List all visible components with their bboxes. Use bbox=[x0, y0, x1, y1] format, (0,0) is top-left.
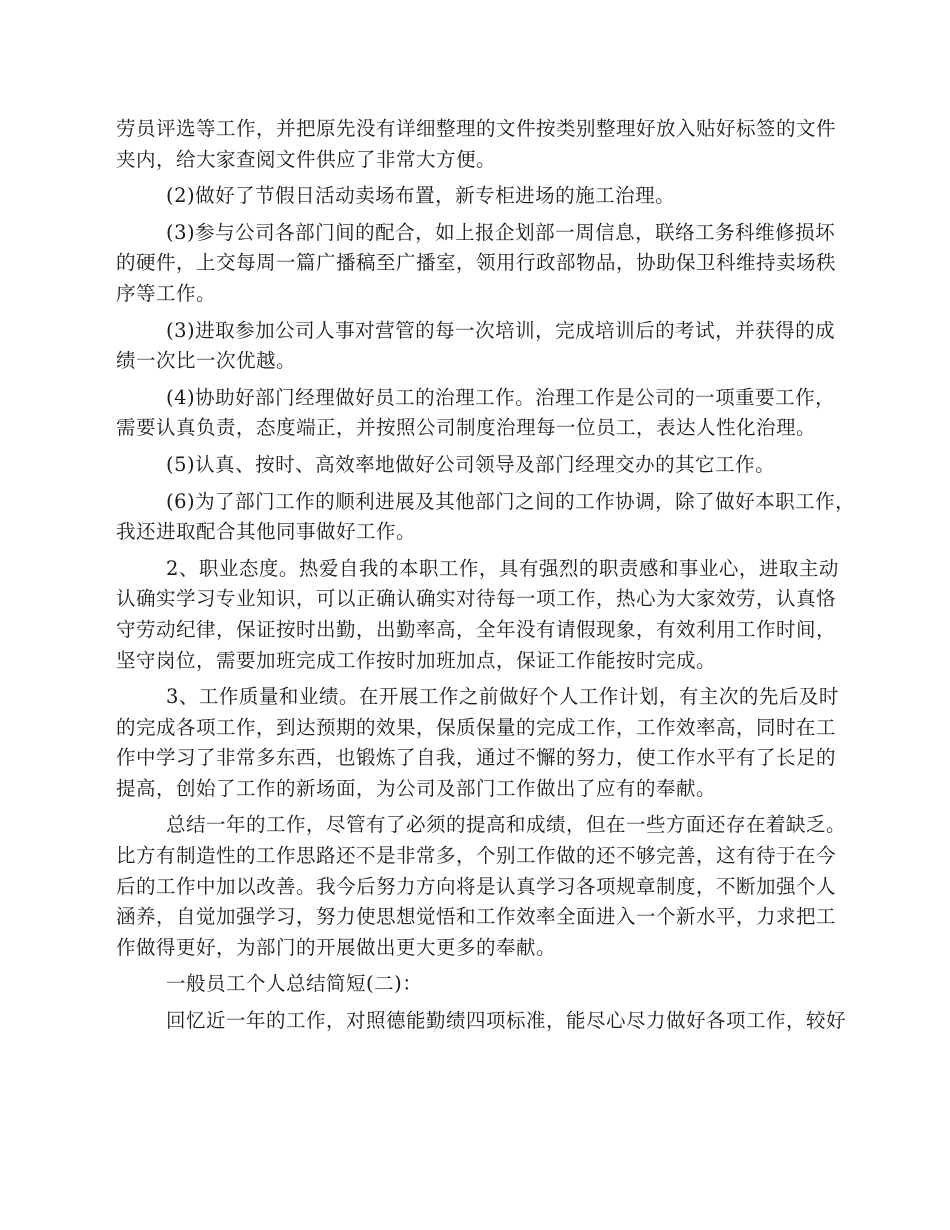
paragraph bbox=[116, 682, 839, 804]
paragraph bbox=[116, 554, 839, 676]
text-line: 我还进取配合其他同事做好工作。 bbox=[116, 520, 417, 544]
text-line: (4)协助好部门经理做好员工的治理工作。治理工作是公司的一项重要工作， bbox=[166, 385, 836, 409]
text-line: 后的工作中加以改善。我今后努力方向将是认真学习各项规章制度，不断加强个人 bbox=[116, 874, 837, 898]
text-line: 作做得更好，为部门的开展做出更大更多的奉献。 bbox=[116, 935, 557, 959]
text-line: 绩一次比一次优越。 bbox=[116, 349, 297, 373]
text-line: (5)认真、按时、高效率地做好公司领导及部门经理交办的其它工作。 bbox=[166, 452, 776, 476]
text-line: 提高，创始了工作的新场面，为公司及部门工作做出了应有的奉献。 bbox=[116, 776, 717, 800]
paragraph bbox=[116, 1006, 847, 1037]
text-line: 3、工作质量和业绩。在开展工作之前做好个人工作计划，有主次的先后及时 bbox=[166, 685, 839, 709]
paragraph bbox=[116, 114, 837, 175]
text-line: 需要认真负责，态度端正，并按照公司制度治理每一位员工，表达人性化治理。 bbox=[116, 416, 817, 440]
text-line: 作中学习了非常多东西，也锻炼了自我，通过不懈的努力，使工作水平有了长足的 bbox=[116, 746, 837, 770]
paragraph bbox=[116, 450, 816, 481]
paragraph bbox=[116, 810, 847, 963]
text-line: 比方有制造性的工作思路还不是非常多，个别工作做的还不够完善，这有待于在今 bbox=[116, 844, 837, 868]
text-line: 认确实学习专业知识，可以正确认确实对待每一项工作，热心为大家效劳，认真恪 bbox=[116, 587, 837, 611]
text-line: 涵养，自觉加强学习，努力使思想觉悟和工作效率全面进入一个新水平，力求把工 bbox=[116, 905, 837, 929]
text-line: 回忆近一年的工作，对照德能勤绩四项标准，能尽心尽力做好各项工作，较好 bbox=[166, 1009, 847, 1033]
text-line: (2)做好了节假日活动卖场布置，新专柜进场的施工治理。 bbox=[166, 184, 676, 208]
text-line: 的硬件，上交每周一篇广播稿至广播室，领用行政部物品，协助保卫科维持卖场秩 bbox=[116, 251, 837, 275]
text-line: 坚守岗位，需要加班完成工作按时加班加点，保证工作能按时完成。 bbox=[116, 648, 717, 672]
paragraph bbox=[116, 316, 836, 377]
text-line: (3)进取参加公司人事对营管的每一次培训，完成培训后的考试，并获得的成 bbox=[166, 318, 836, 342]
text-line: 的完成各项工作，到达预期的效果，保质保量的完成工作，工作效率高，同时在工 bbox=[116, 715, 837, 739]
text-line: 序等工作。 bbox=[116, 281, 217, 305]
text-line: 夹内，给大家查阅文件供应了非常大方便。 bbox=[116, 147, 497, 171]
paragraph bbox=[116, 383, 836, 444]
paragraph bbox=[116, 969, 816, 1000]
document-body bbox=[116, 114, 856, 1043]
text-line: 劳员评选等工作，并把原先没有详细整理的文件按类别整理好放入贴好标签的文件 bbox=[116, 117, 837, 140]
paragraph bbox=[116, 487, 856, 548]
text-line: 守劳动纪律，保证按时出勤，出勤率高，全年没有请假现象，有效利用工作时间， bbox=[116, 617, 837, 641]
text-line: (3)参与公司各部门间的配合，如上报企划部一周信息，联络工务科维修损坏 bbox=[166, 220, 836, 244]
paragraph bbox=[116, 218, 837, 310]
text-line: 一般员工个人总结简短(二)： bbox=[166, 972, 423, 996]
text-line: 总结一年的工作，尽管有了必须的提高和成绩，但在一些方面还存在着缺乏。 bbox=[166, 813, 847, 837]
text-line: 2、职业态度。热爱自我的本职工作，具有强烈的职责感和事业心，进取主动 bbox=[166, 556, 839, 580]
text-line: (6)为了部门工作的顺利进展及其他部门之间的工作协调，除了做好本职工作， bbox=[166, 489, 856, 513]
paragraph bbox=[116, 181, 816, 212]
